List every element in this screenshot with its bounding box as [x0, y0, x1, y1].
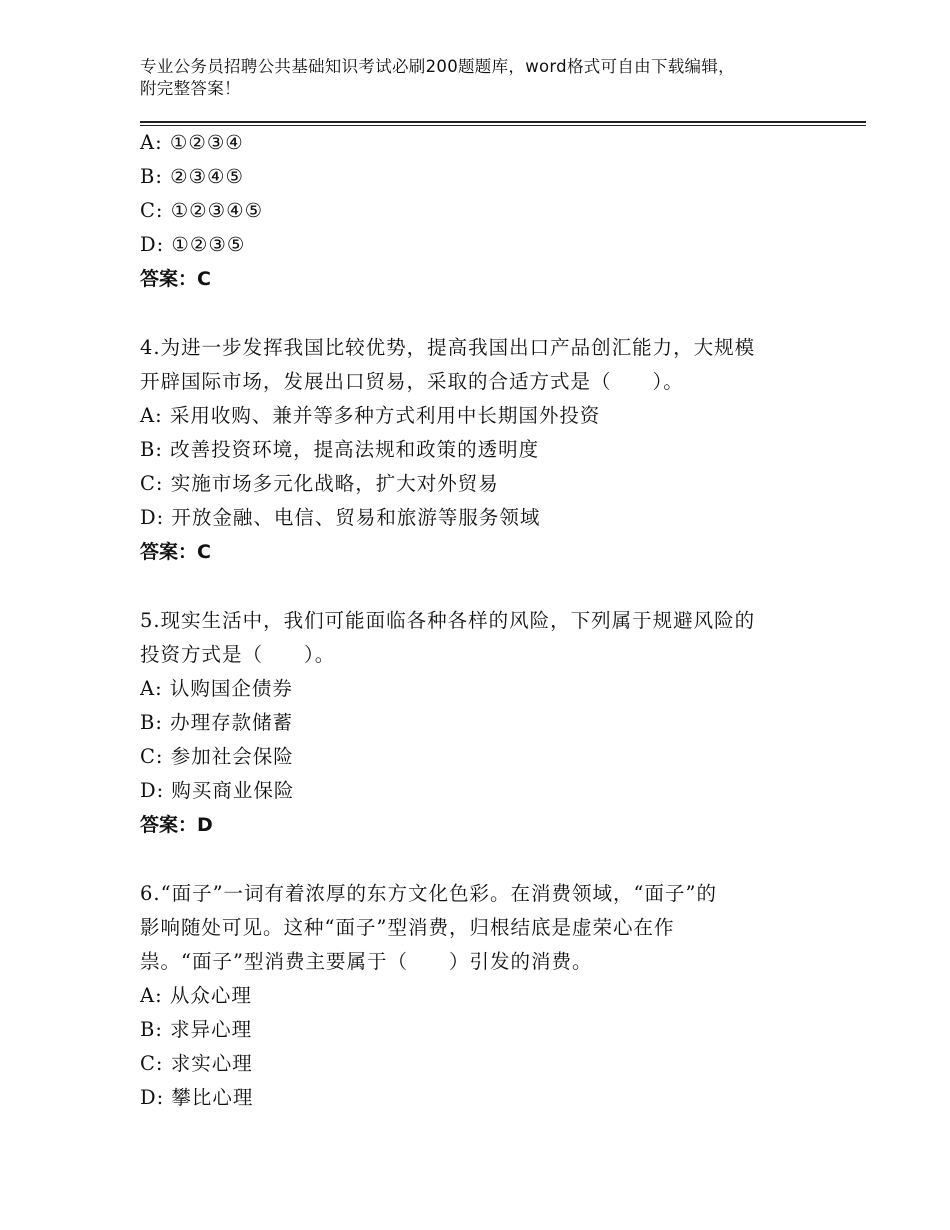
option-c: C: 求实心理 [140, 1052, 253, 1075]
question-stem-line: 影响随处可见。这种“面子”型消费，归根结底是虚荣心在作 [140, 916, 675, 939]
option-c: C: 参加社会保险 [140, 745, 294, 768]
option-b: B: 改善投资环境，提高法规和政策的透明度 [140, 438, 540, 461]
question-stem-line: 开辟国际市场，发展出口贸易，采取的合适方式是（ ）。 [140, 370, 684, 393]
option-c: C: ①②③④⑤ [140, 199, 264, 222]
question-5 [140, 604, 840, 842]
option-a: A: ①②③④ [140, 131, 244, 154]
answer: 答案：C [140, 541, 211, 563]
option-d: D: 攀比心理 [140, 1086, 254, 1109]
question-3-tail [140, 126, 840, 296]
option-b: B: 求异心理 [140, 1018, 253, 1041]
header-line-1: 专业公务员招聘公共基础知识考试必刷200题题库，word格式可自由下载编辑， [140, 57, 735, 76]
option-d: D: 购买商业保险 [140, 779, 295, 802]
answer: 答案：C [140, 268, 211, 290]
header-line-2: 附完整答案！ [140, 79, 241, 98]
option-d: D: ①②③⑤ [140, 233, 246, 256]
question-stem-line: 4.为进一步发挥我国比较优势，提高我国出口产品创汇能力，大规模 [140, 336, 756, 359]
question-stem-line: 投资方式是（ ）。 [140, 643, 336, 666]
question-stem-line: 祟。“面子”型消费主要属于（ ）引发的消费。 [140, 950, 593, 973]
option-a: A: 从众心理 [140, 984, 252, 1007]
option-d: D: 开放金融、电信、贸易和旅游等服务领域 [140, 506, 541, 529]
option-c: C: 实施市场多元化战略，扩大对外贸易 [140, 472, 499, 495]
answer: 答案：D [140, 814, 213, 836]
option-a: A: 认购国企债券 [140, 677, 293, 700]
page-header [140, 56, 840, 100]
option-b: B: 办理存款储蓄 [140, 711, 294, 734]
option-a: A: 采用收购、兼并等多种方式利用中长期国外投资 [140, 404, 601, 427]
question-4 [140, 331, 840, 569]
question-6 [140, 877, 840, 1115]
question-stem-line: 5.现实生活中，我们可能面临各种各样的风险，下列属于规避风险的 [140, 609, 756, 632]
question-content [140, 126, 840, 1115]
option-b: B: ②③④⑤ [140, 165, 245, 188]
question-stem-line: 6.“面子”一词有着浓厚的东方文化色彩。在消费领域，“面子”的 [140, 882, 717, 905]
